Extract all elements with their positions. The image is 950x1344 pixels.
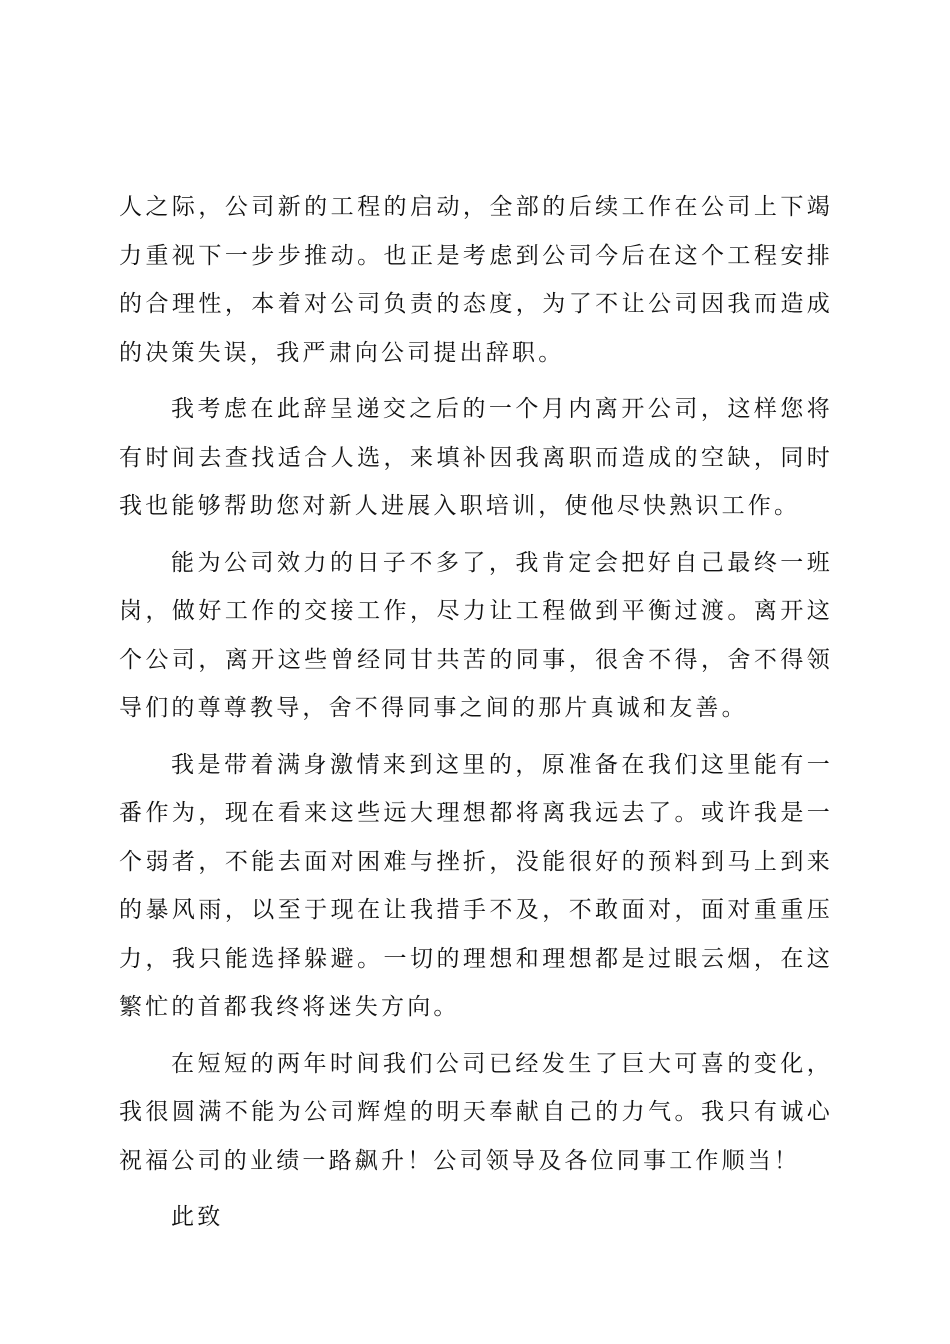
- paragraph-blessing: 在短短的两年时间我们公司已经发生了巨大可喜的变化，我很圆满不能为公司辉煌的明天奉献自己的力气。我只有诚心祝福公司的业绩一路飙升！公司领导及各位同事工作顺当！: [119, 1050, 833, 1174]
- closing-salutation: 此致: [171, 1204, 224, 1230]
- letter-body: [119, 183, 833, 1242]
- paragraph-handover: 能为公司效力的日子不多了，我肯定会把好自己最终一班岗，做好工作的交接工作，尽力让工程做到平衡过渡。离开这个公司，离开这些曾经同甘共苦的同事，很舍不得，舍不得领导们的尊尊教导，舍不得同事之间的那片真诚和友善。: [119, 549, 833, 721]
- paragraph-continued: 人之际，公司新的工程的启动，全部的后续工作在公司上下竭力重视下一步步推动。也正是考虑到公司今后在这个工程安排的合理性，本着对公司负责的态度，为了不让公司因我而造成的决策失误，我严肃向公司提出辞职。: [119, 194, 833, 366]
- paragraph-resignation-timing: 我考虑在此辞呈递交之后的一个月内离开公司，这样您将有时间去查找适合人选，来填补因我离职而造成的空缺，同时我也能够帮助您对新人进展入职培训，使他尽快熟识工作。: [119, 396, 833, 519]
- paragraph-reflection: 我是带着满身激情来到这里的，原准备在我们这里能有一番作为，现在看来这些远大理想都将离我远去了。或许我是一个弱者，不能去面对困难与挫折，没能很好的预料到马上到来的暴风雨，以至于现在让我措手不及，不敢面对，面对重重压力，我只能选择躲避。一切的理想和理想都是过眼云烟，在这繁忙的首都我终将迷失方向。: [119, 751, 833, 1020]
